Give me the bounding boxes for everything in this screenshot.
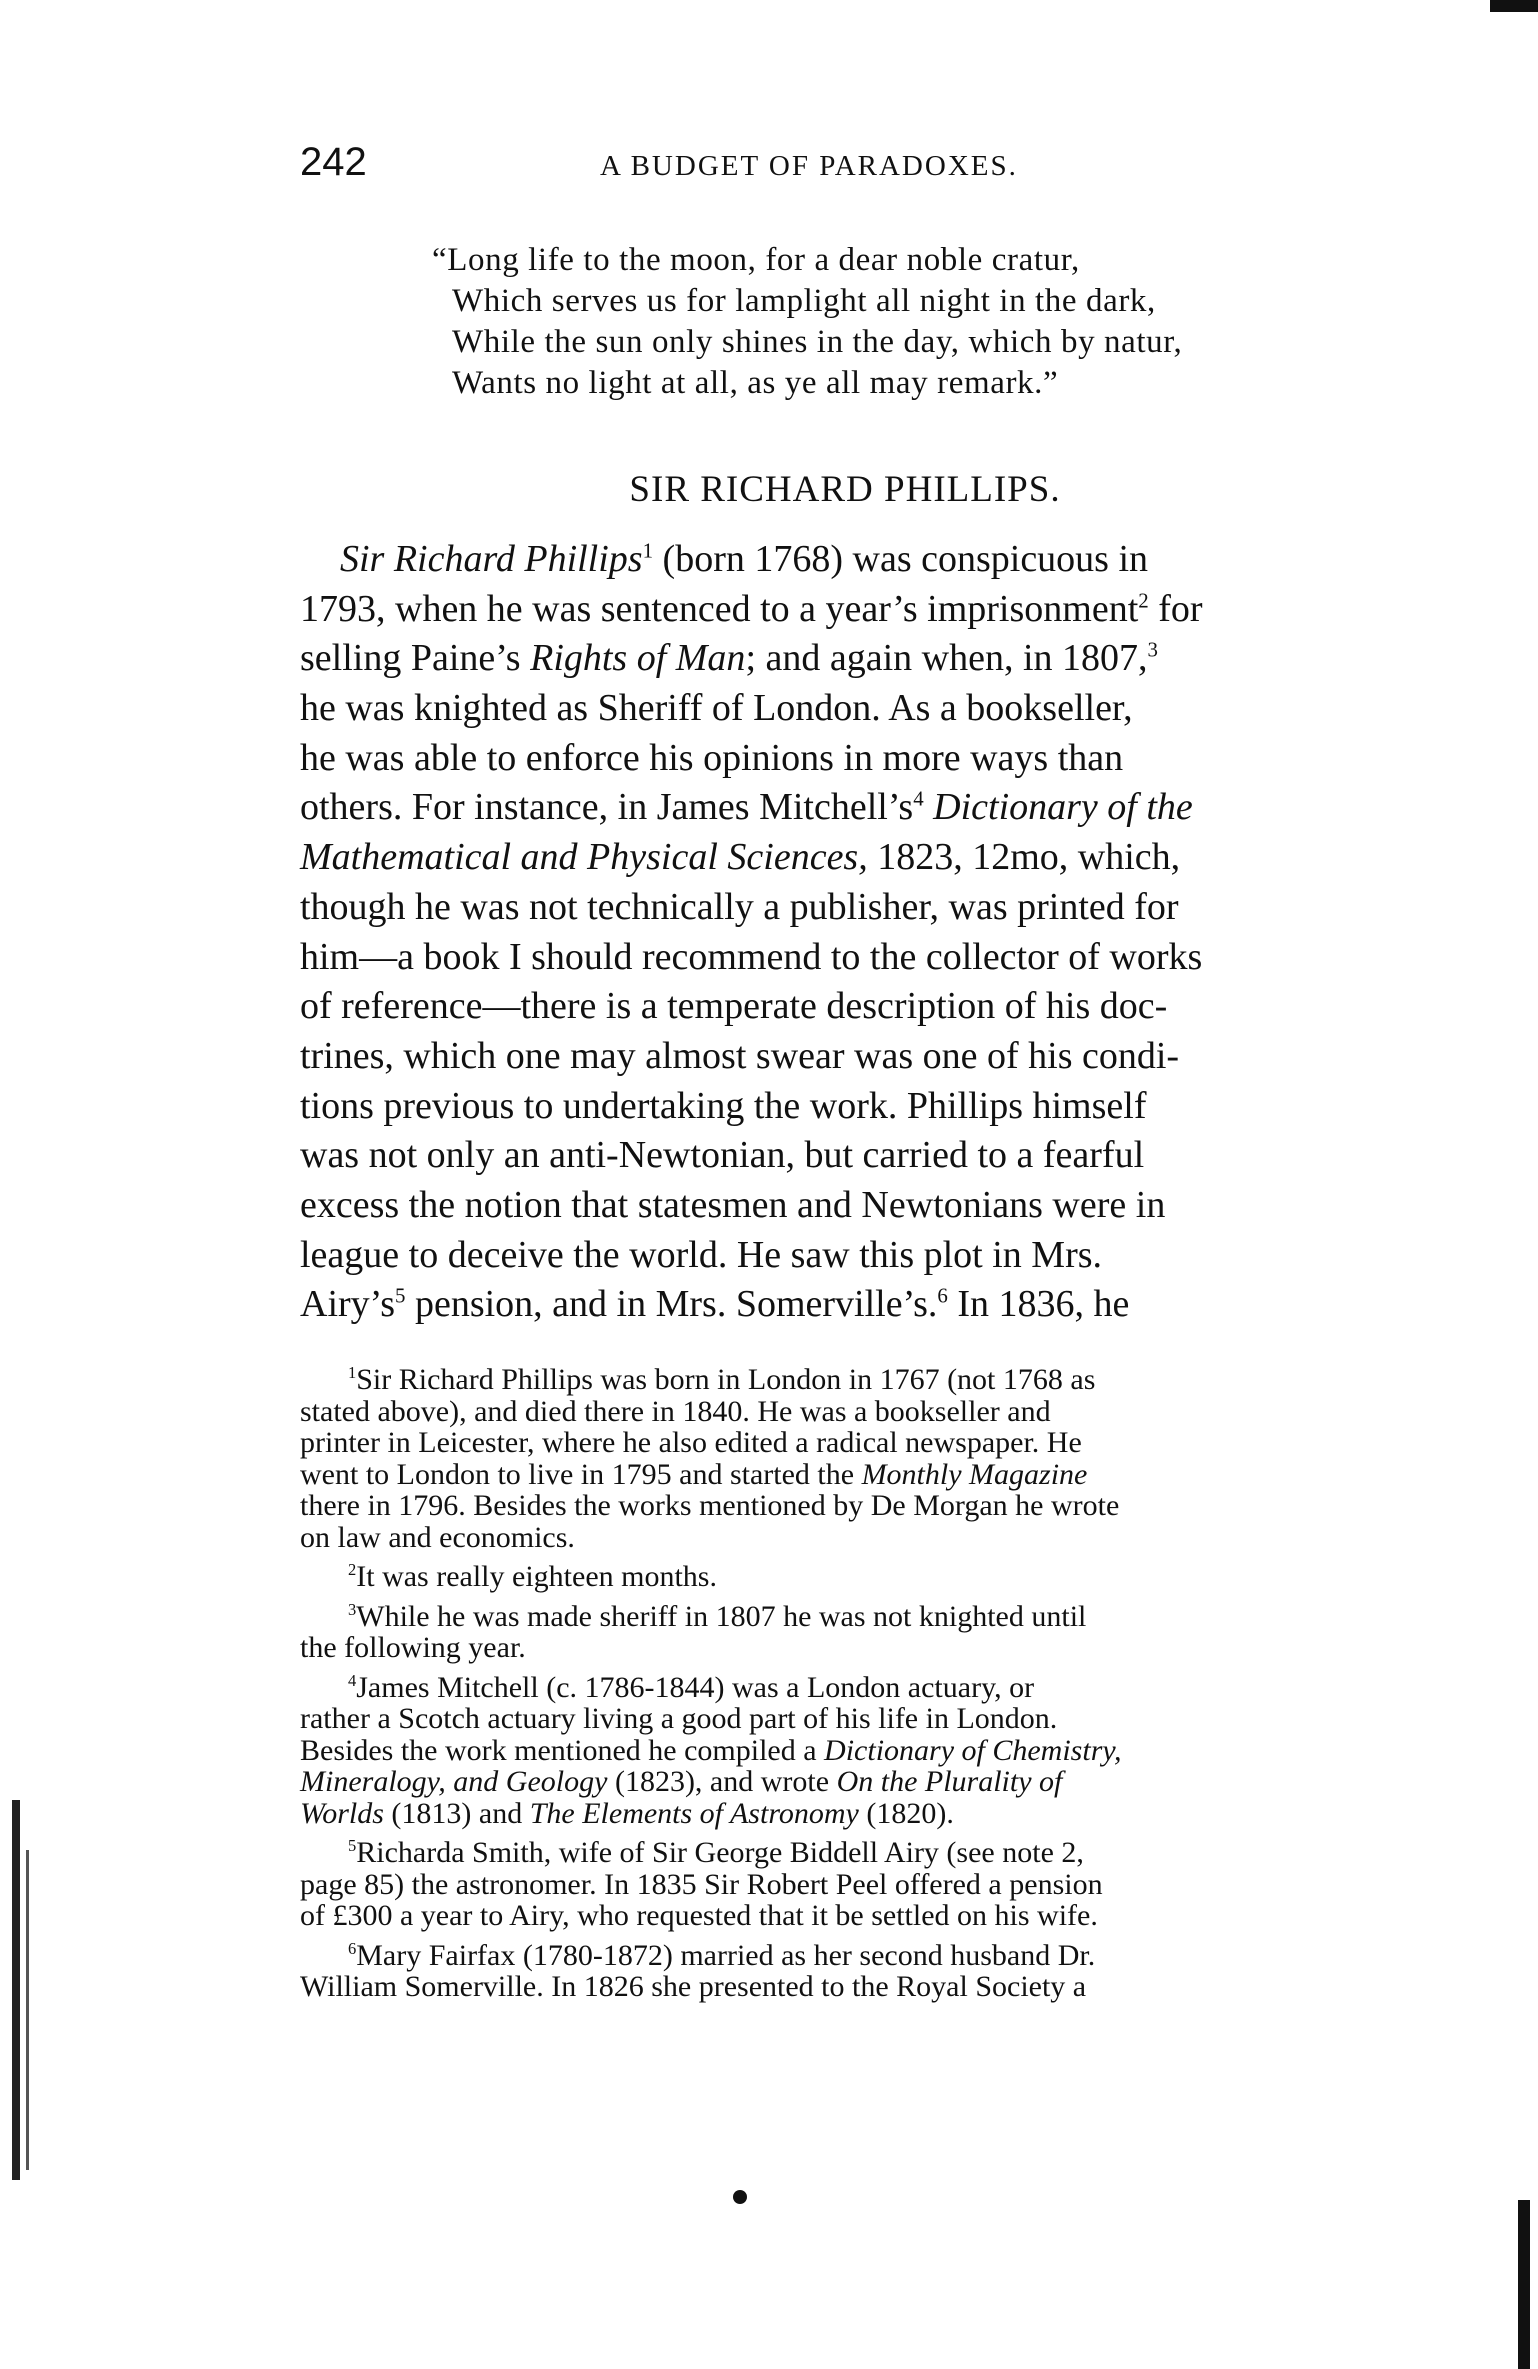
text-line: was not only an anti-Newtonian, but carried to a fearful	[300, 1134, 1145, 1177]
text-line: tions previous to undertaking the work. Phillips himself	[300, 1084, 1147, 1127]
running-head: A BUDGET OF PARADOXES.	[600, 150, 1018, 182]
verse-quote	[432, 240, 1352, 404]
book-title: Dictionary of the	[923, 786, 1193, 829]
footnote-marker: 3	[348, 1599, 357, 1619]
text-line: selling Paine’s Rights of Man; and again when, in 1807,$^3$	[300, 637, 1158, 680]
footnote-ref: 2	[1138, 588, 1149, 613]
footnote-ref: 4	[913, 786, 924, 811]
footnote-line: stated above), and died there in 1840. He was a bookseller and	[300, 1394, 1051, 1428]
ink-dot	[733, 2190, 747, 2204]
text-line: Mathematical and Physical Sciences, 1823, 12mo, which,	[300, 836, 1181, 879]
text-line: $Airy’s^5$ pension, and in Mrs. Somerville’s.$^6$ In 1836, he	[300, 1283, 1130, 1326]
text-line: others. For instance, in James $Mitchell’s^4$ Dictionary of the	[300, 786, 1193, 829]
footnote-line: $^2$It was really eighteen months.	[348, 1560, 717, 1593]
text-line: trines, which one may almost swear was one of his condi-	[300, 1034, 1180, 1077]
footnote-line: $^6$Mary Fairfax (1780-1872) married as her second husband Dr.	[348, 1938, 1096, 1972]
footnote-ref: 3	[1147, 637, 1158, 662]
verse-line: Wants no light at all, as ye all may remark.”	[452, 365, 1059, 401]
footnote-line: $^1$Sir Richard Phillips was born in London in 1767 (not 1768 as	[348, 1363, 1096, 1396]
book-title: Mathematical and Physical Sciences,	[300, 836, 868, 879]
text-line: 1793, when he was sentenced to a year’s imprisonment$^2$ for	[300, 587, 1203, 630]
scan-edge-mark	[12, 1800, 20, 2180]
footnote-ref: 1	[642, 538, 654, 563]
footnote-line: printer in Leicester, where he also edited a radical newspaper. He	[300, 1426, 1082, 1459]
footnote-ref: 6	[937, 1283, 948, 1308]
footnote-ref: 5	[395, 1283, 406, 1308]
book-title: Rights of Man	[530, 637, 746, 680]
footnote-line: rather a Scotch actuary living a good part of his life in London.	[300, 1702, 1058, 1735]
footnote-marker: 6	[348, 1938, 357, 1958]
footnote-line: $^3$While he was made sheriff in 1807 he was not knighted until	[348, 1599, 1087, 1633]
book-title: Dictionary of Chemistry,	[824, 1733, 1122, 1767]
footnote-line: the following year.	[300, 1631, 526, 1664]
footnote-line: Mineralogy, and Geology (1823), and wrote On the Plurality of	[300, 1765, 1063, 1798]
footnote-line: William Somerville. In 1826 she presented to the Royal Society a	[300, 1970, 1087, 2003]
section-title: SIR RICHARD PHILLIPS.	[629, 469, 1061, 510]
footnote-marker: 2	[348, 1560, 357, 1579]
verse-line: While the sun only shines in the day, which by natur,	[452, 324, 1183, 360]
text-line: he was knighted as Sheriff of London. As a bookseller,	[300, 687, 1133, 730]
body-paragraph	[300, 535, 1390, 1330]
footnote-marker: 4	[348, 1670, 357, 1690]
person-name: Sir Richard Phillips	[340, 538, 643, 580]
text-line: Sir Richard Phillips$^1$ (born 1768) was conspicuous in	[340, 538, 1149, 580]
text-line: he was able to enforce his opinions in more ways than	[300, 736, 1124, 779]
book-title: Mineralogy, and Geology	[300, 1765, 608, 1798]
verse-line: “Long life to the moon, for a dear noble cratur,	[432, 242, 1080, 278]
footnotes	[300, 1364, 1390, 2003]
text-line: excess the notion that statesmen and Newtonians were in	[300, 1183, 1166, 1226]
footnote-line: page 85) the astronomer. In 1835 Sir Robert Peel offered a pension	[300, 1867, 1103, 1901]
text-line: league to deceive the world. He saw this plot in Mrs.	[300, 1233, 1103, 1276]
footnote-marker: 1	[348, 1363, 357, 1382]
footnote-line: on law and economics.	[300, 1520, 575, 1554]
footnote-line: went to London to live in 1795 and started the Monthly Magazine	[300, 1457, 1088, 1491]
book-title: Worlds	[300, 1796, 384, 1830]
book-title: On the Plurality of	[836, 1765, 1063, 1798]
footnote-line: there in 1796. Besides the works mentioned by De Morgan he wrote	[300, 1489, 1120, 1522]
scan-edge-mark	[26, 1850, 29, 2170]
book-title: Monthly Magazine	[861, 1457, 1088, 1491]
text-line: of reference—there is a temperate description of his doc-	[300, 985, 1168, 1028]
footnote-marker: 5	[348, 1836, 357, 1855]
scan-edge-mark	[1518, 2200, 1530, 2369]
book-title: The Elements of Astronomy	[529, 1796, 859, 1830]
text-line: though he was not technically a publisher, was printed for	[300, 885, 1179, 928]
footnote-line: Besides the work mentioned he compiled a Dictionary of Chemistry,	[300, 1733, 1122, 1767]
footnote-line: $^4$James Mitchell (c. 1786-1844) was a London actuary, or	[348, 1670, 1035, 1704]
footnote-line: $^5$Richarda Smith, wife of Sir George Biddell Airy (see note 2,	[348, 1836, 1084, 1869]
verse-line: Which serves us for lamplight all night in the dark,	[452, 283, 1156, 319]
page-number: 242	[300, 140, 367, 184]
text-line: him—a book I should recommend to the collector of works	[300, 935, 1203, 978]
scan-edge-mark	[1490, 0, 1538, 12]
page-header	[300, 140, 1390, 200]
footnote-line: of £300 a year to Airy, who requested that it be settled on his wife.	[300, 1899, 1098, 1932]
footnote-line: Worlds (1813) and The Elements of Astronomy (1820).	[300, 1796, 954, 1830]
